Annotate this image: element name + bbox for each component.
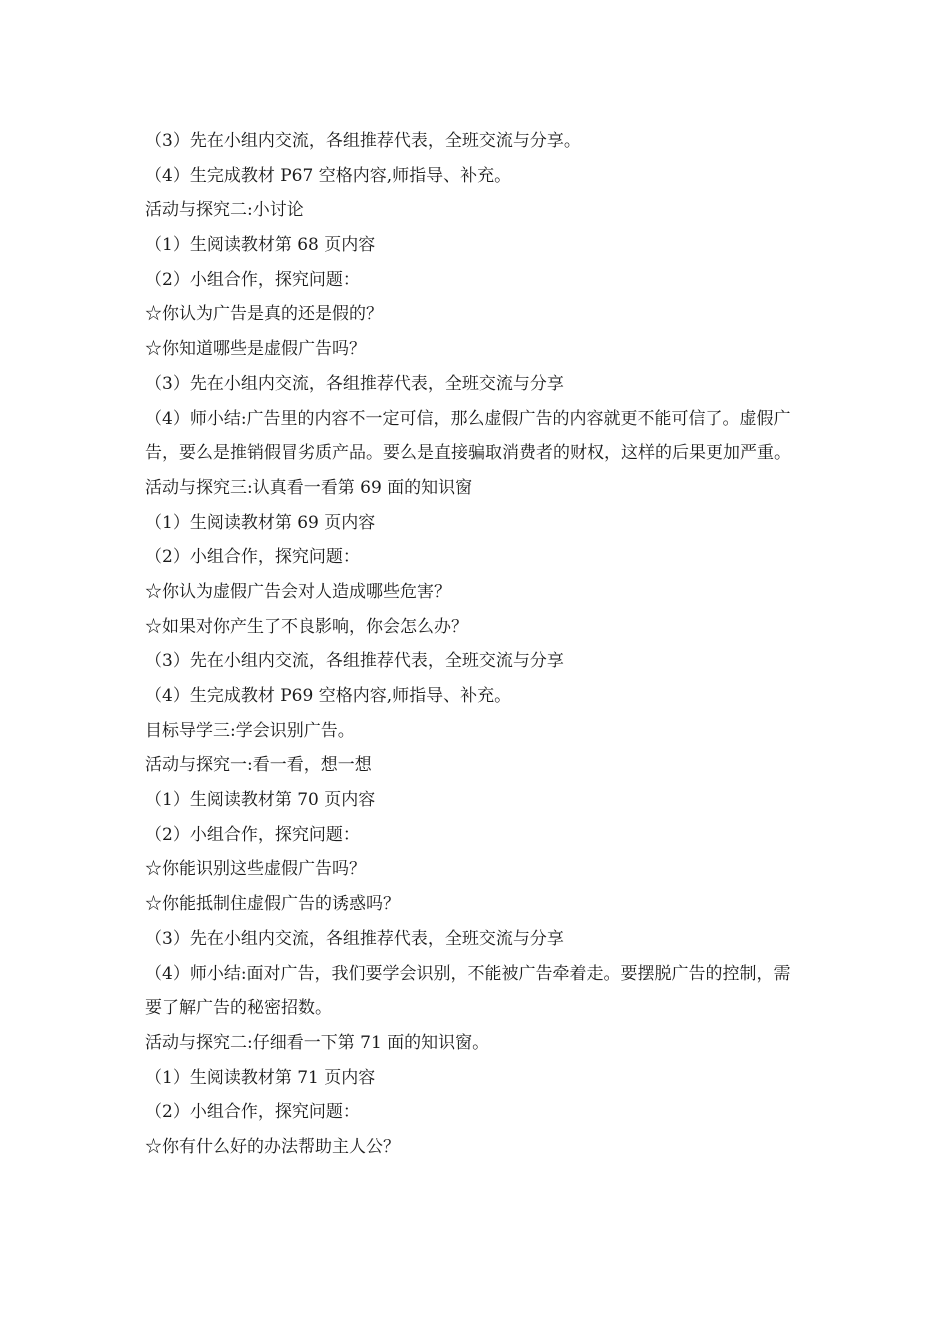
section-heading: 活动与探究二:仔细看一下第 71 面的知识窗。 — [145, 1032, 490, 1053]
question-line: ☆你能抵制住虚假广告的诱惑吗？ — [145, 894, 400, 915]
text-line: （3）先在小组内交流，各组推荐代表，全班交流与分享 — [145, 651, 564, 672]
section-heading: 活动与探究二:小讨论 — [145, 200, 304, 221]
summary-paragraph: （4）师小结:面对广告，我们要学会识别，不能被广告牵着走。要摆脱广告的控制，需要了解广告的秘密招数。 — [145, 963, 791, 1019]
text-line: （1）生阅读教材第 69 页内容 — [145, 512, 376, 533]
text-line: （1）生阅读教材第 70 页内容 — [145, 790, 376, 811]
text-line: （1）生阅读教材第 71 页内容 — [145, 1067, 376, 1088]
summary-paragraph: （4）师小结:广告里的内容不一定可信，那么虚假广告的内容就更不能可信了。虚假广告，要么是推销假冒劣质产品。要么是直接骗取消费者的财权，这样的后果更加严重。 — [145, 408, 791, 464]
section-heading: 活动与探究一:看一看，想一想 — [145, 755, 372, 776]
text-line: （3）先在小组内交流，各组推荐代表，全班交流与分享 — [145, 928, 564, 949]
text-line: （3）先在小组内交流，各组推荐代表，全班交流与分享。 — [145, 131, 581, 151]
text-line: （4）生完成教材 P69 空格内容,师指导、补充。 — [145, 686, 512, 707]
text-line: （1）生阅读教材第 68 页内容 — [145, 235, 376, 256]
question-line: ☆你能识别这些虚假广告吗？ — [145, 859, 366, 880]
text-line: （3）先在小组内交流，各组推荐代表，全班交流与分享 — [145, 373, 564, 394]
question-line: ☆你知道哪些是虚假广告吗？ — [145, 339, 366, 360]
question-line: ☆如果对你产生了不良影响，你会怎么办？ — [145, 616, 468, 637]
goal-heading: 目标导学三:学会识别广告。 — [145, 720, 355, 741]
text-line: （2）小组合作，探究问题： — [145, 547, 360, 568]
text-line: （2）小组合作，探究问题： — [145, 1102, 360, 1123]
document-body — [145, 124, 805, 1165]
section-heading: 活动与探究三:认真看一看第 69 面的知识窗 — [145, 477, 473, 498]
question-line: ☆你有什么好的办法帮助主人公？ — [145, 1137, 400, 1157]
text-line: （2）小组合作，探究问题： — [145, 824, 360, 845]
text-line: （2）小组合作，探究问题： — [145, 269, 360, 290]
question-line: ☆你认为广告是真的还是假的？ — [145, 304, 383, 325]
text-line: （4）生完成教材 P67 空格内容,师指导、补充。 — [145, 165, 512, 186]
question-line: ☆你认为虚假广告会对人造成哪些危害？ — [145, 581, 451, 602]
